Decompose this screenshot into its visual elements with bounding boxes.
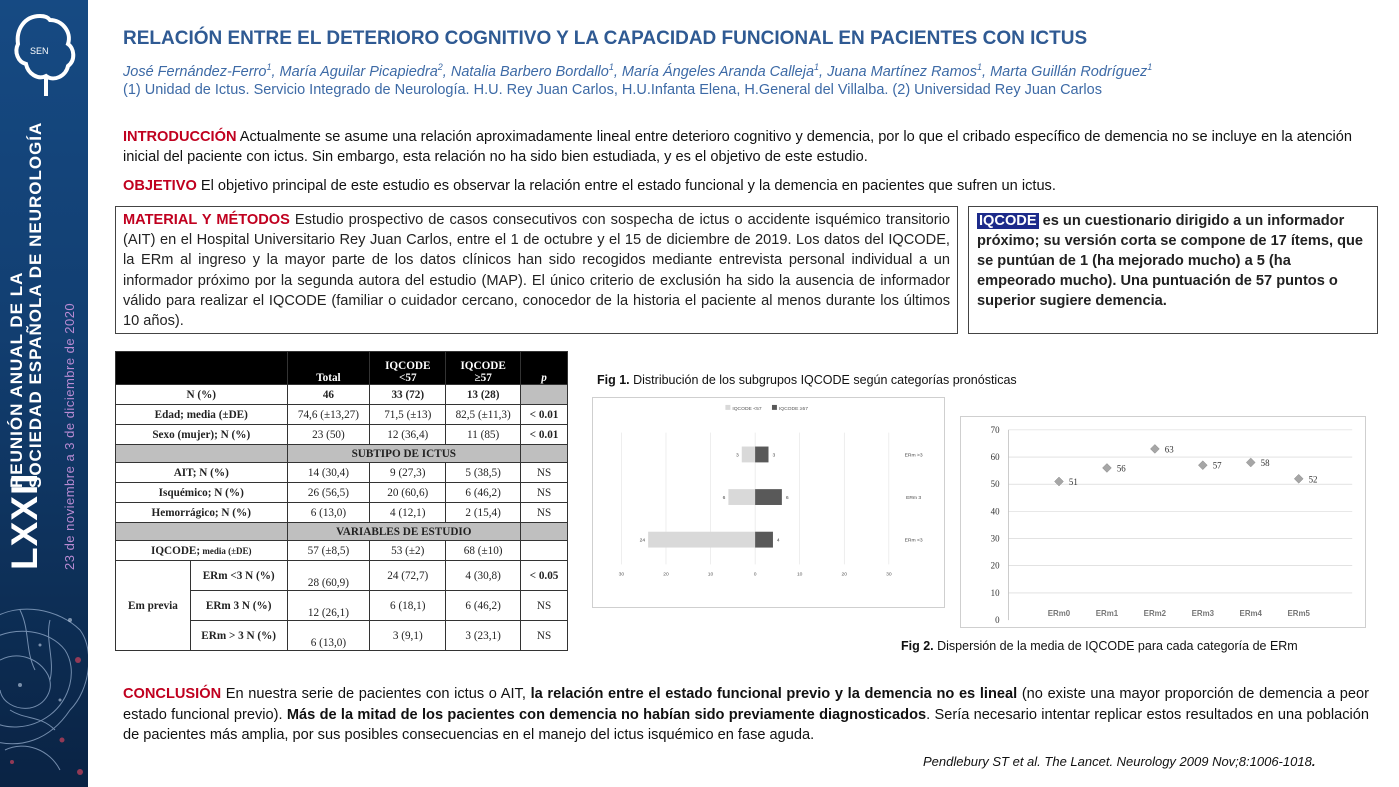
cell: 4 (12,1): [370, 503, 446, 523]
fig2-caption: [901, 639, 1298, 653]
author-list: José Fernández-Ferro$^1$, María Aguilar Picapiedra$^2$, Natalia Barbero Bordallo$^1$, María Ángeles Aranda Calleja$^1$, Juana Martínez Ramos$^1$, Marta Guillán Rodríguez$^1$: [123, 62, 1153, 80]
cell: 5 (38,5): [446, 463, 521, 483]
bar-iqcode-low: [648, 532, 755, 548]
reference-text: Pendlebury ST et al. The Lancet. Neurology 2009 Nov;8:1006-1018: [923, 754, 1312, 769]
methods-section: [115, 206, 958, 334]
row-label: ERm > 3 N (%): [190, 621, 287, 651]
cell: 6 (13,0): [287, 503, 370, 523]
data-label: 57: [1212, 460, 1222, 471]
author-name: Juana Martínez Ramos: [827, 63, 977, 80]
category-label: ERm 3: [906, 496, 922, 502]
cell: [521, 385, 568, 405]
x-tick-label: ERm2: [1143, 609, 1167, 619]
row-label: [116, 541, 288, 561]
author-name: María Ángeles Aranda Calleja: [621, 63, 815, 80]
introduction-label: INTRODUCCIÓN: [123, 129, 237, 145]
author-name: María Aguilar Picapiedra: [279, 63, 438, 80]
iqcode-definition-text: es un cuestionario dirigido a un informador próximo; su versión corta se compone de 17 ítems, que se puntúan de 1 (ha mejorado mucho) a 5 (ha empeorado mucho). Una puntuación de 57 puntos o superior sugiere demencia.: [977, 213, 1364, 309]
cell: 68 (±10): [446, 541, 521, 561]
y-tick-label: 30: [990, 533, 1000, 544]
cell: 24 (72,7): [370, 561, 446, 591]
header-iqcode-high-2: ≥57: [474, 372, 492, 384]
table-row: [116, 483, 568, 503]
legend-label: IQCODE ≥57: [778, 406, 808, 412]
conclusion-bold: Más de la mitad de los pacientes con demencia no habían sido previamente diagnosticados: [286, 706, 927, 723]
y-tick-label: 60: [990, 452, 1000, 463]
cell: 9 (27,3): [370, 463, 446, 483]
data-point: [1055, 477, 1064, 486]
data-label: 58: [1260, 457, 1270, 468]
section-empty: [521, 523, 568, 541]
fig1-caption: [597, 373, 1017, 387]
cell: 74,6 (±13,27): [287, 405, 370, 425]
author-affil: 1: [1147, 62, 1153, 72]
cell: 11 (85): [446, 425, 521, 445]
sidebar: [0, 0, 88, 787]
cell: 4 (30,8): [446, 561, 521, 591]
row-label-small: media (±DE): [200, 545, 252, 556]
data-label: 3: [736, 453, 739, 459]
cell: 26 (56,5): [287, 483, 370, 503]
cell: 12 (26,1): [287, 591, 370, 621]
table-row: [116, 405, 568, 425]
row-label: Isquémico; N (%): [116, 483, 288, 503]
header-total: Total: [287, 352, 370, 385]
header-p: [521, 352, 568, 385]
author-name: Marta Guillán Rodríguez: [990, 63, 1148, 80]
legend-label: IQCODE <57: [732, 406, 762, 412]
cell: 6 (46,2): [446, 483, 521, 503]
row-label: Hemorrágico; N (%): [116, 503, 288, 523]
cell: 13 (28): [446, 385, 521, 405]
x-tick-label: ERm5: [1287, 609, 1310, 619]
row-label: ERm <3 N (%): [190, 561, 287, 591]
results-table: [115, 351, 568, 651]
table-row: [116, 385, 568, 405]
table-row: [116, 503, 568, 523]
table-row: [116, 425, 568, 445]
row-label-main: IQCODE;: [150, 544, 201, 557]
objective-label: OBJETIVO: [123, 178, 197, 194]
fig2-caption-text: Dispersión de la media de IQCODE para cada categoría de ERm: [933, 639, 1298, 653]
conclusion-bold: la relación entre el estado funcional previo y la demencia no es lineal: [530, 686, 1018, 702]
cell: 57 (±8,5): [287, 541, 370, 561]
cell: 3 (9,1): [370, 621, 446, 651]
y-tick-label: 0: [995, 615, 1000, 626]
header-iqcode-low-1: IQCODE: [385, 360, 431, 372]
fig1-bar-chart: [592, 397, 945, 608]
header-iqcode-low-2: <57: [398, 372, 417, 384]
event-line-2: SOCIEDAD ESPAÑOLA DE NEUROLOGÍA: [26, 121, 45, 488]
cell: NS: [521, 483, 568, 503]
section-empty: [116, 523, 288, 541]
cell: NS: [521, 503, 568, 523]
bar-iqcode-high: [755, 489, 782, 505]
data-label: 3: [772, 453, 776, 459]
cell: 82,5 (±11,3): [446, 405, 521, 425]
cell: [521, 541, 568, 561]
data-label: 6: [722, 496, 726, 502]
cell: 20 (60,6): [370, 483, 446, 503]
affiliations: (1) Unidad de Ictus. Servicio Integrado de Neurología. H.U. Rey Juan Carlos, H.U.Infanta Elena, H.General del Villalba. (2) Universidad Rey Juan Carlos: [123, 82, 1102, 98]
data-label: 6: [785, 496, 789, 502]
tick-label: 30: [886, 572, 892, 578]
event-date: 23 de noviembre a 3 de diciembre de 2020: [62, 302, 77, 570]
cell: 2 (15,4): [446, 503, 521, 523]
bar-iqcode-high: [755, 447, 768, 463]
edition-number: LXXII: [4, 472, 45, 570]
data-label: 24: [639, 538, 646, 544]
bar-iqcode-low: [742, 447, 755, 463]
author-affil: 2: [437, 62, 443, 72]
cell: < 0.01: [521, 425, 568, 445]
fig1-caption-bold: Fig 1.: [597, 373, 630, 387]
event-title: [4, 10, 84, 570]
section-empty: [116, 445, 288, 463]
data-label: 63: [1164, 444, 1174, 455]
y-tick-label: 20: [990, 560, 1000, 571]
brain-illustration: [0, 590, 88, 787]
cell: 3 (23,1): [446, 621, 521, 651]
methods-label: MATERIAL Y MÉTODOS: [123, 212, 290, 228]
reference: [923, 754, 1315, 769]
table-section-row: [116, 445, 568, 463]
legend-swatch: [725, 405, 730, 410]
tick-label: 20: [841, 572, 848, 578]
data-point: [1150, 444, 1159, 453]
table-row: [116, 463, 568, 483]
section-title: SUBTIPO DE ICTUS: [287, 445, 521, 463]
x-tick-label: ERm1: [1095, 609, 1119, 619]
tick-label: 0: [753, 572, 757, 578]
data-label: 56: [1116, 463, 1126, 474]
row-label: Edad; media (±DE): [116, 405, 288, 425]
bar-iqcode-high: [755, 532, 773, 548]
cell: < 0.01: [521, 405, 568, 425]
table-header-row: [116, 352, 568, 385]
cell: NS: [521, 591, 568, 621]
category-label: ERm <3: [904, 538, 923, 544]
category-label: ERm >3: [904, 453, 923, 459]
cell: 14 (30,4): [287, 463, 370, 483]
row-label: Sexo (mujer); N (%): [116, 425, 288, 445]
fig2-caption-bold: Fig 2.: [901, 639, 934, 653]
cell: 33 (72): [370, 385, 446, 405]
data-label: 51: [1068, 476, 1078, 487]
cell: NS: [521, 463, 568, 483]
methods-text: Estudio prospectivo de casos consecutivos con sospecha de ictus o accidente isquémico transitorio (AIT) en el Hospital Universitario Rey Juan Carlos, entre el 1 de octubre y el 15 de diciembre de 2019. Los datos del IQCODE, la ERm al ingreso y la mayor parte de los datos clínicos han sido recogidos mediante entrevista personal individual a un informador próximo por la segunda autora del estudio (MAP). El único criterio de exclusión ha sido la ausencia de informador válido para realizar el IQCODE (familiar o cuidador cercano, conocedor de la historia el paciente al menos durante los últimos 10 años).: [123, 212, 950, 330]
section-empty: [521, 445, 568, 463]
data-point: [1102, 463, 1111, 472]
table-section-row: [116, 523, 568, 541]
conclusion-label: CONCLUSIÓN: [123, 686, 222, 702]
x-tick-label: ERm0: [1047, 609, 1071, 619]
conclusion-text: En nuestra serie de pacientes con ictus o AIT,: [221, 686, 531, 702]
section-title: VARIABLES DE ESTUDIO: [287, 523, 521, 541]
introduction-text: Actualmente se asume una relación aproximadamente lineal entre deterioro cognitivo y demencia, por lo que el cribado específico de demencia no se incluye en la atención inicial del paciente con ictus. Sin embargo, esta relación no ha sido bien estudiada, y es el objetivo de este estudio.: [123, 129, 1352, 165]
cell: NS: [521, 621, 568, 651]
tick-label: 10: [796, 572, 803, 578]
cell: 53 (±2): [370, 541, 446, 561]
data-point: [1198, 461, 1207, 470]
data-point: [1294, 474, 1303, 483]
author-name: Natalia Barbero Bordallo: [450, 63, 609, 80]
objective-text: El objetivo principal de este estudio es observar la relación entre el estado funcional y la demencia en pacientes que sufren un ictus.: [196, 178, 1056, 194]
header-iqcode-low: [370, 352, 446, 385]
fig2-scatter-chart: [960, 416, 1366, 628]
cell: 6 (46,2): [446, 591, 521, 621]
data-label: 52: [1308, 474, 1318, 485]
header-iqcode-high: [446, 352, 521, 385]
header-iqcode-high-1: IQCODE: [460, 360, 506, 372]
iqcode-highlight: IQCODE: [979, 213, 1037, 229]
cell: 6 (13,0): [287, 621, 370, 651]
tick-label: 20: [663, 572, 669, 578]
y-tick-label: 70: [990, 424, 1000, 435]
conclusion-text: . Sería necesario intentar replicar estos resultados en una población de pacientes más amplia, por sus posibles consecuencias en el manejo del ictus isquémico en fase aguda.: [123, 706, 1369, 743]
fig1-caption-text: Distribución de los subgrupos IQCODE según categorías pronósticas: [629, 373, 1017, 387]
cell: < 0.05: [521, 561, 568, 591]
em-previa-label: Em previa: [116, 561, 191, 651]
tick-label: 30: [618, 572, 625, 578]
y-tick-label: 40: [990, 506, 1000, 517]
y-tick-label: 10: [990, 587, 1000, 598]
x-tick-label: ERm3: [1191, 609, 1215, 619]
cell: 28 (60,9): [287, 561, 370, 591]
row-label: AIT; N (%): [116, 463, 288, 483]
introduction-section: [123, 127, 1363, 167]
cell: 12 (36,4): [370, 425, 446, 445]
header-empty: [116, 352, 288, 385]
author-affil: 1: [266, 62, 272, 72]
cell: 23 (50): [287, 425, 370, 445]
table-row: [116, 561, 568, 591]
author-affil: 1: [608, 62, 614, 72]
data-label: 4: [776, 538, 780, 544]
logo-text: SEN: [30, 46, 49, 56]
author-affil: 1: [977, 62, 983, 72]
event-line-1: REUNIÓN ANUAL DE LA: [7, 271, 26, 488]
iqcode-definition-box: [968, 206, 1378, 334]
row-label: N (%): [116, 385, 288, 405]
legend-swatch: [772, 405, 777, 410]
bar-iqcode-low: [728, 489, 755, 505]
cell: 71,5 (±13): [370, 405, 446, 425]
reference-end: .: [1311, 754, 1316, 769]
header-p-text: p: [541, 372, 547, 384]
row-label: ERm 3 N (%): [190, 591, 287, 621]
cell: 46: [287, 385, 370, 405]
author-affil: 1: [814, 62, 820, 72]
x-tick-label: ERm4: [1239, 609, 1262, 619]
tick-label: 10: [707, 572, 714, 578]
y-tick-label: 50: [990, 479, 1000, 490]
cell: 6 (18,1): [370, 591, 446, 621]
objective-section: [123, 176, 1363, 196]
poster-title: RELACIÓN ENTRE EL DETERIORO COGNITIVO Y LA CAPACIDAD FUNCIONAL EN PACIENTES CON ICTUS: [123, 28, 1088, 49]
conclusion-text: (no existe una mayor proporción de demencia a peor estado funcional previo).: [123, 686, 1369, 723]
author-name: José Fernández-Ferro: [123, 63, 267, 80]
data-point: [1246, 458, 1255, 467]
table-row: [116, 541, 568, 561]
conclusion-section: [123, 684, 1369, 746]
